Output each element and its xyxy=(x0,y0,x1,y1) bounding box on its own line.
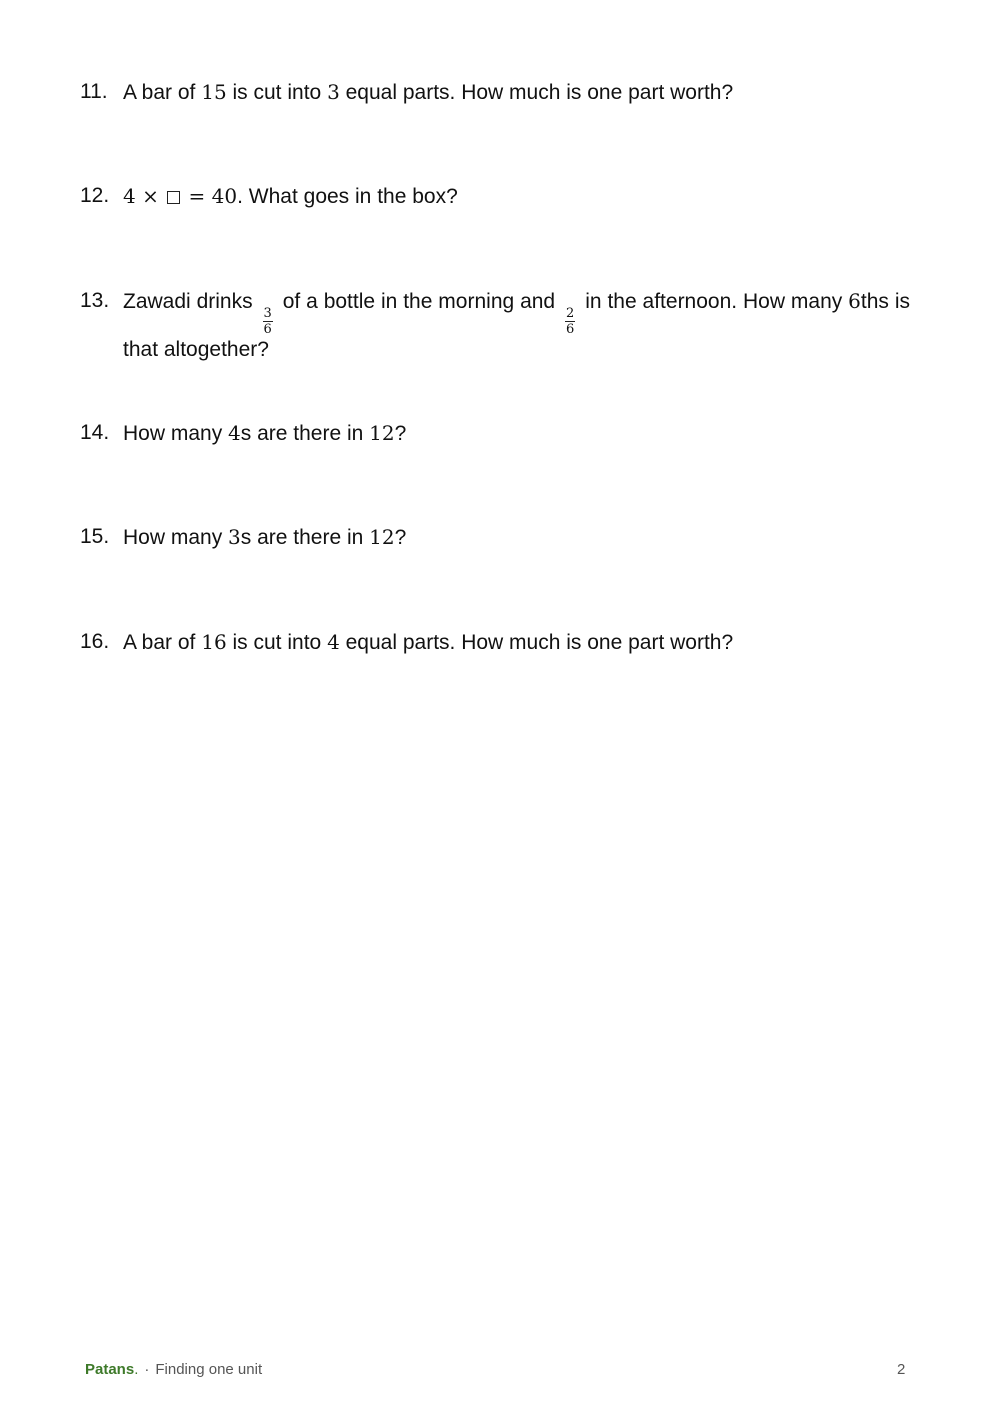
brand-dot: . xyxy=(134,1361,139,1378)
question-text: How many 4s are there in 12? xyxy=(123,421,407,445)
question-number: 15. xyxy=(80,525,110,548)
question-15 xyxy=(80,523,910,552)
question-11 xyxy=(80,78,910,107)
question-number: 16. xyxy=(80,630,110,653)
worksheet-title: Finding one unit xyxy=(155,1361,263,1378)
question-13 xyxy=(80,287,910,364)
question-16 xyxy=(80,628,910,657)
question-text: Zawadi drinks $\frac{3}{6}$ of a bottle in the morning and $\frac{2}{6}$ in the afternoon. How many 6ths is that altogether? xyxy=(123,289,910,361)
fraction-three-sixths: $\frac{3}{6}$ xyxy=(263,306,272,337)
question-14 xyxy=(80,419,910,448)
fraction-two-sixths: $\frac{2}{6}$ xyxy=(566,306,575,337)
empty-box-icon xyxy=(167,191,180,204)
question-text: 4 × = 40. What goes in the box? xyxy=(123,184,458,208)
question-number: 14. xyxy=(80,421,110,444)
question-text: A bar of 15 is cut into 3 equal parts. How much is one part worth? xyxy=(123,80,734,104)
question-text: How many 3s are there in 12? xyxy=(123,525,407,549)
question-text: A bar of 16 is cut into 4 equal parts. How much is one part worth? xyxy=(123,630,734,654)
footer-separator: · xyxy=(144,1361,150,1378)
page-number: 2 xyxy=(897,1361,906,1378)
footer xyxy=(85,1361,262,1378)
question-number: 13. xyxy=(80,289,110,312)
brand-logo: Patans xyxy=(85,1361,135,1378)
question-number: 12. xyxy=(80,184,110,207)
question-12 xyxy=(80,182,910,211)
question-number: 11. xyxy=(80,80,108,103)
